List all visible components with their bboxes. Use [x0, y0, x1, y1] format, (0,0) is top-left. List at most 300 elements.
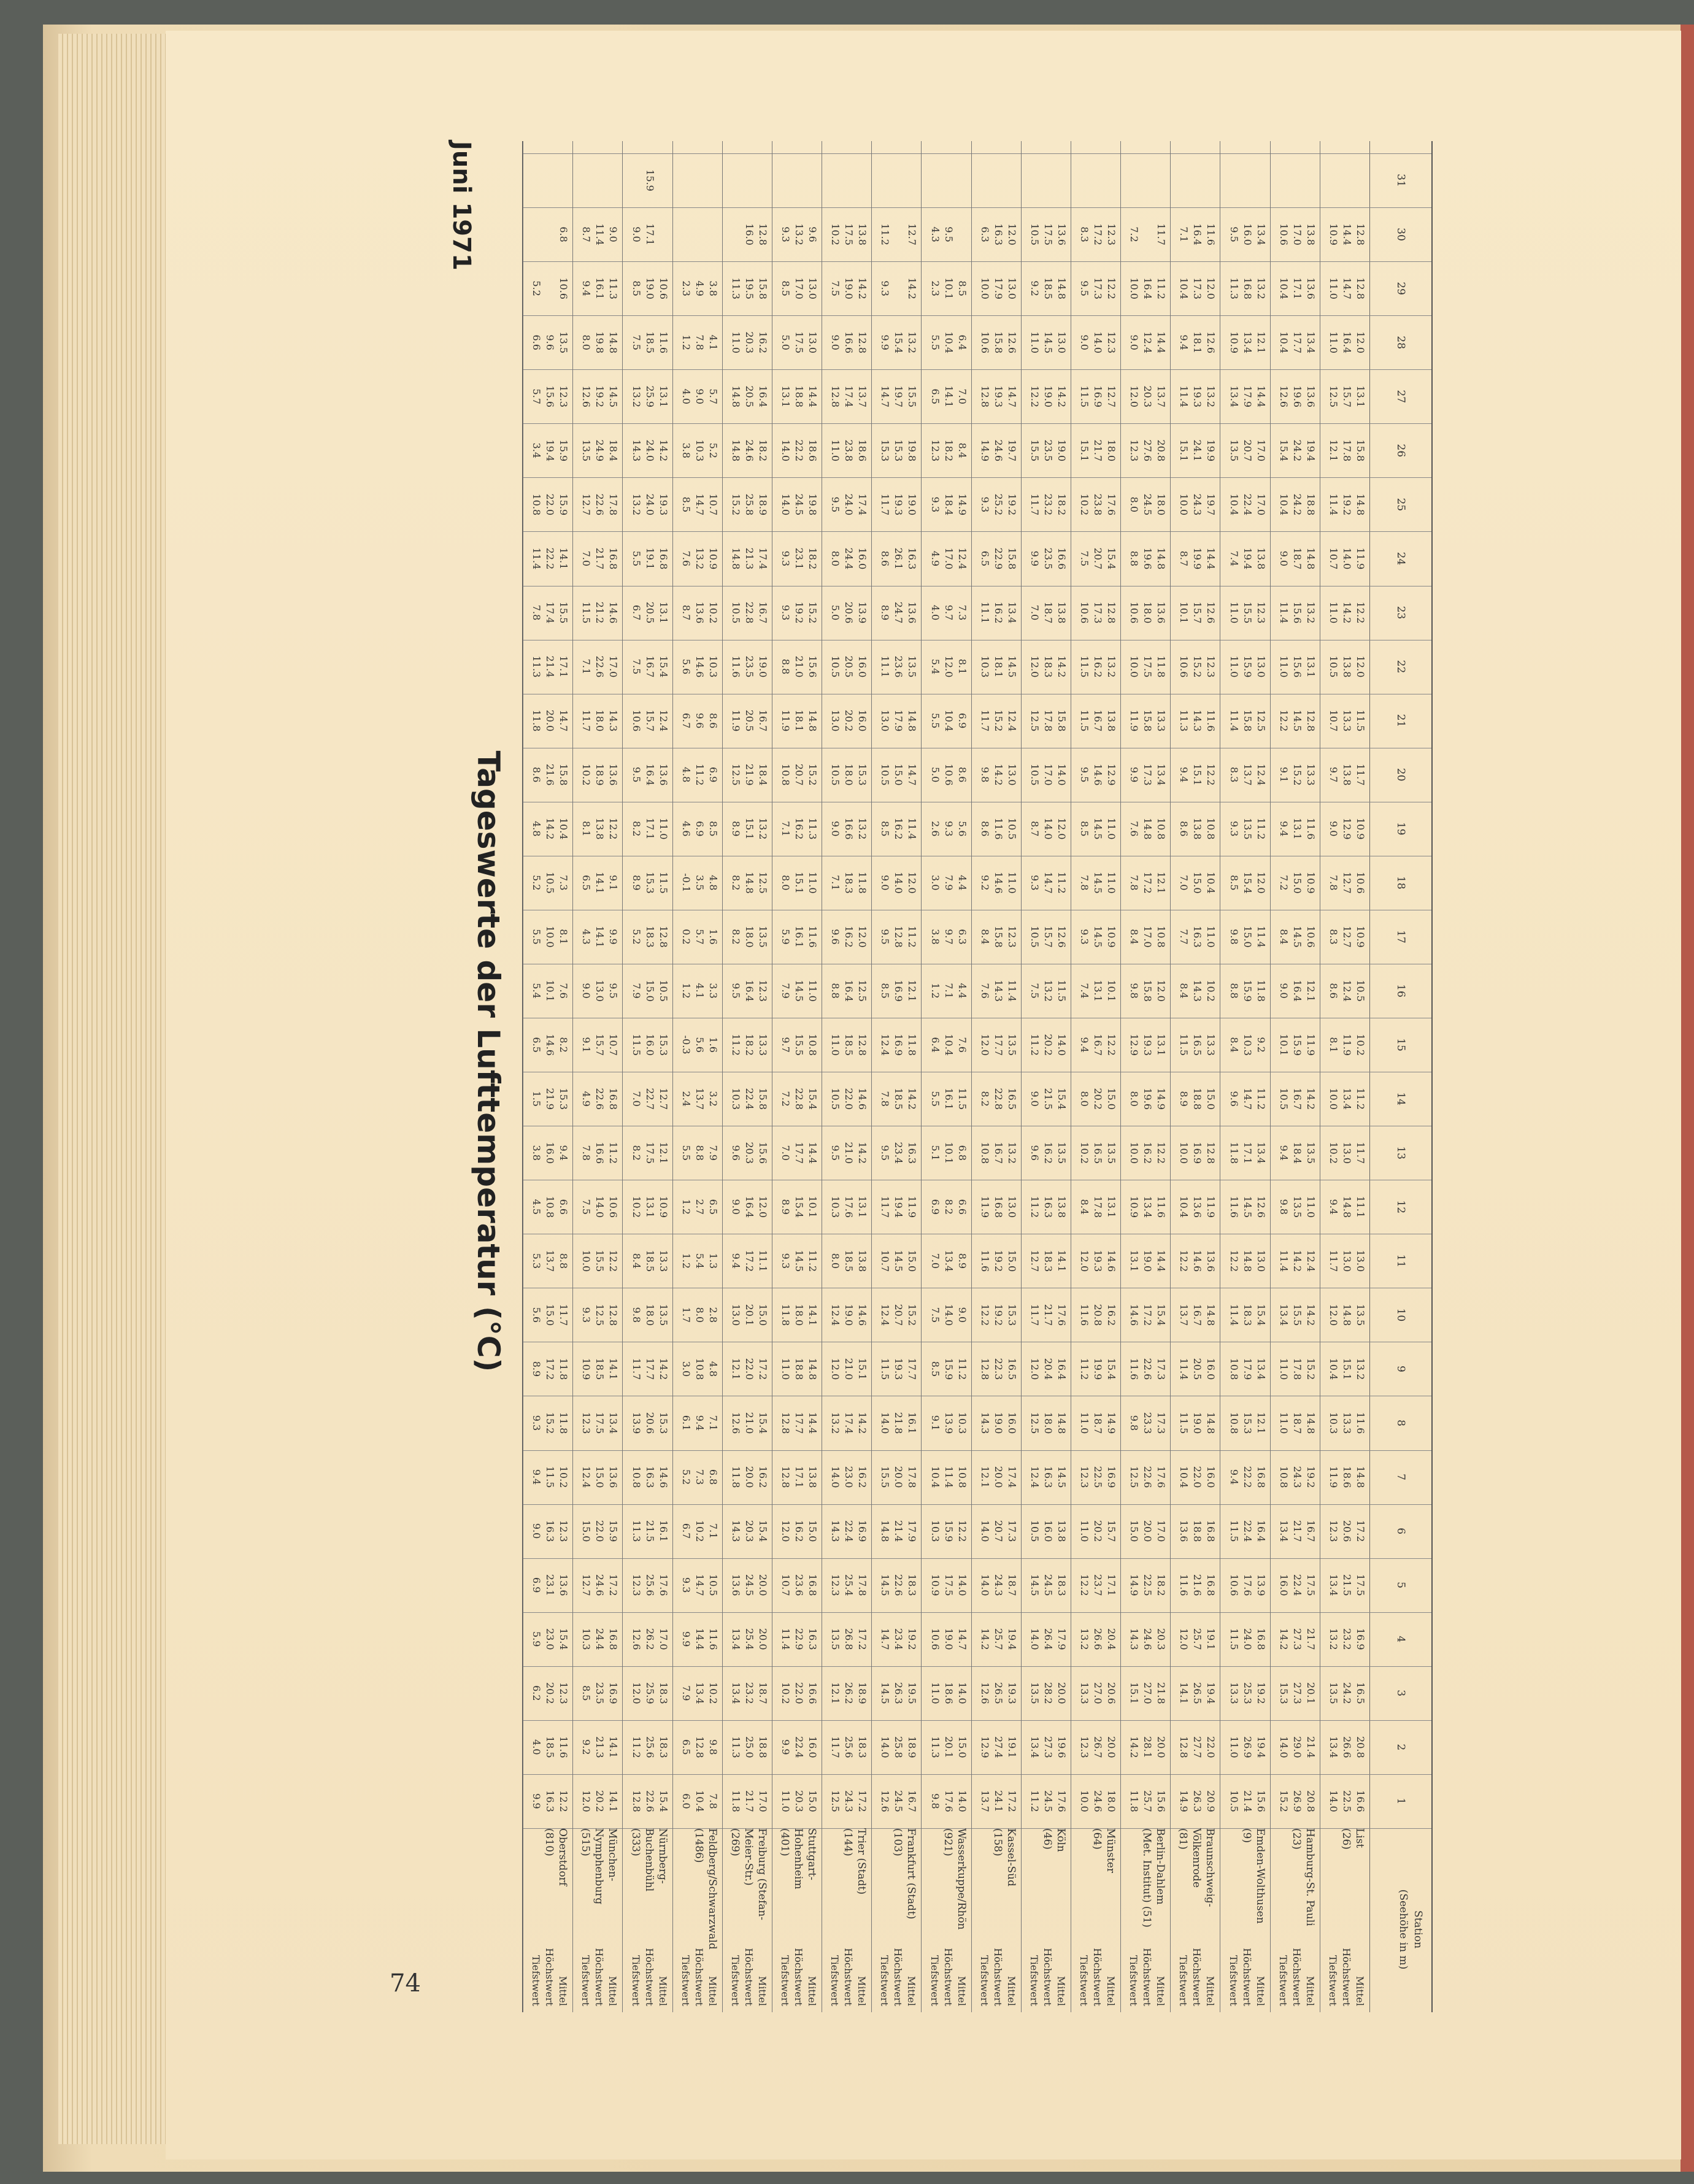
table-cell: 19.5	[743, 277, 755, 299]
day-header: 11	[1395, 1254, 1407, 1268]
table-cell: 15.9	[1241, 655, 1253, 678]
table-cell: 14.8	[1205, 1412, 1217, 1434]
table-cell: 13.1	[657, 601, 669, 624]
table-cell: 19.1	[644, 547, 656, 570]
table-cell: 11.3	[630, 1520, 642, 1542]
table-cell: 14.8	[1205, 1304, 1217, 1326]
table-cell: 11.2	[1255, 1088, 1267, 1110]
table-cell: 3.8	[707, 280, 719, 296]
table-cell: 2.3	[929, 280, 941, 296]
table-cell: 15.0	[1128, 1520, 1141, 1542]
table-cell: 7.5	[630, 658, 642, 675]
table-cell: 6.8	[558, 226, 570, 242]
table-cell: 17.8	[1092, 1196, 1104, 1218]
table-cell: 21.4	[893, 1520, 905, 1542]
table-cell: 17.6	[942, 1790, 955, 1812]
table-cell: 12.9	[1341, 817, 1353, 840]
table-cell: 10.1	[544, 980, 556, 1002]
station-elevation: (1486)	[692, 1828, 705, 1863]
table-cell: 12.1	[830, 1682, 842, 1704]
table-cell: 15.9	[942, 1520, 955, 1542]
table-cell: 13.9	[857, 601, 869, 624]
table-cell: 15.9	[942, 1358, 955, 1380]
table-cell: 11.6	[657, 331, 669, 354]
table-cell: 14.7	[693, 493, 706, 516]
row-label: Tiefstwert	[1177, 1955, 1190, 2006]
table-cell: 17.7	[793, 1412, 806, 1434]
table-cell: 8.7	[580, 226, 593, 242]
table-cell: 10.6	[979, 331, 991, 354]
table-cell: 13.0	[1355, 1250, 1366, 1272]
table-cell: 16.7	[1304, 1520, 1317, 1542]
row-label: Höchstwert	[991, 1948, 1004, 2006]
table-cell: 18.0	[594, 709, 606, 732]
table-cell: 14.6	[657, 1466, 669, 1488]
table-cell: 8.8	[693, 1145, 706, 1161]
table-cell: 6.6	[558, 1199, 570, 1215]
table-cell: 9.8	[979, 767, 991, 783]
table-cell: 7.8	[693, 334, 706, 350]
table-cell: 19.1	[1006, 1736, 1018, 1758]
table-cell: 6.6	[531, 334, 543, 350]
row-label: Höchstwert	[544, 1948, 556, 2006]
table-cell: 6.4	[956, 334, 968, 350]
table-cell: 10.6	[558, 277, 570, 299]
table-cell: 14.5	[793, 1250, 806, 1272]
table-cell: 22.3	[992, 1358, 1004, 1380]
table-cell: 11.0	[807, 980, 819, 1002]
table-cell: 3.8	[531, 1145, 543, 1161]
table-cell: 29.0	[1291, 1736, 1303, 1758]
table-cell: 20.0	[893, 1466, 905, 1488]
row-label: Höchstwert	[793, 1948, 805, 2006]
table-row	[556, 141, 569, 2012]
table-cell: 25.6	[843, 1736, 855, 1758]
table-cell: 13.2	[906, 331, 918, 354]
table-cell: 7.5	[830, 280, 842, 296]
day-header: 30	[1395, 228, 1407, 241]
table-cell: 14.7	[956, 1628, 968, 1650]
table-cell: 2.7	[693, 1199, 706, 1215]
table-cell: 19.6	[1142, 547, 1154, 570]
table-cell: 12.2	[1079, 1574, 1091, 1596]
table-cell: 7.5	[630, 334, 642, 350]
table-cell: 12.8	[979, 1358, 991, 1380]
day-header: 18	[1395, 876, 1407, 890]
table-cell: 13.4	[1277, 1304, 1290, 1326]
table-cell: 8.7	[1178, 550, 1190, 567]
table-cell: 12.7	[1028, 1250, 1041, 1272]
table-cell: 19.8	[594, 331, 606, 354]
table-cell: 8.9	[531, 1361, 543, 1377]
table-cell: 16.0	[857, 547, 869, 570]
table-cell: 15.4	[793, 1196, 806, 1218]
table-cell: 25.2	[992, 493, 1004, 516]
table-cell: 7.1	[830, 875, 842, 891]
table-cell: 2.4	[680, 1091, 692, 1107]
table-cell: 16.7	[992, 1142, 1004, 1164]
table-cell: 15.5	[594, 1250, 606, 1272]
row-label: Höchstwert	[742, 1948, 755, 2006]
table-cell: 16.6	[1055, 547, 1068, 570]
table-cell: 15.0	[1192, 872, 1204, 894]
table-cell: 22.9	[992, 547, 1004, 570]
table-cell: 12.1	[1155, 872, 1168, 894]
table-cell: 12.4	[879, 1034, 891, 1056]
table-cell: 9.4	[1079, 1037, 1091, 1053]
table-cell: 12.6	[879, 1790, 891, 1812]
table-cell: 9.0	[730, 1199, 742, 1215]
table-cell: 13.6	[657, 763, 669, 786]
table-row	[656, 141, 669, 2012]
table-cell: 11.8	[1155, 655, 1168, 678]
table-cell: 12.8	[757, 223, 769, 245]
table-cell: 20.6	[843, 601, 855, 624]
table-cell: 16.6	[1355, 1790, 1366, 1812]
table-cell: 5.2	[707, 442, 719, 459]
table-cell: 21.5	[644, 1520, 656, 1542]
table-cell: 23.4	[893, 1142, 905, 1164]
table-cell: 15.1	[1079, 439, 1091, 462]
table-cell: 15.2	[1192, 655, 1204, 678]
table-cell: 9.0	[630, 226, 642, 242]
station-elevation: (921)	[941, 1828, 954, 1856]
table-cell: 8.0	[1128, 496, 1141, 513]
table-cell: 9.6	[1028, 1145, 1041, 1161]
table-cell: 14.0	[1055, 763, 1068, 786]
table-cell: 24.5	[893, 1790, 905, 1812]
table-cell: 4.4	[956, 875, 968, 891]
table-cell: 13.0	[879, 709, 891, 732]
table-cell: 14.8	[1155, 547, 1168, 570]
table-cell: 22.6	[1142, 1358, 1154, 1380]
table-cell: 13.8	[1304, 223, 1317, 245]
table-cell: 11.5	[630, 1034, 642, 1056]
station-group	[1270, 141, 1320, 2012]
table-cell: 12.8	[657, 926, 669, 948]
table-cell: 12.6	[1205, 331, 1217, 354]
table-cell: 11.2	[1355, 1088, 1366, 1110]
table-cell: 5.4	[531, 983, 543, 999]
table-row	[1004, 141, 1018, 2012]
table-cell: 12.3	[558, 1682, 570, 1704]
table-cell: 15.1	[857, 1358, 869, 1380]
table-cell: 13.3	[657, 1250, 669, 1272]
table-cell: 14.9	[1178, 1790, 1190, 1812]
table-cell: 9.4	[1178, 767, 1190, 783]
table-cell: 12.0	[979, 1034, 991, 1056]
table-cell: 7.5	[1028, 983, 1041, 999]
table-cell: 4.8	[680, 767, 692, 783]
table-cell: 20.2	[594, 1790, 606, 1812]
table-cell: 9.3	[1028, 875, 1041, 891]
table-cell: 12.0	[630, 1682, 642, 1704]
table-cell: 13.0	[807, 277, 819, 299]
table-cell: 22.8	[743, 601, 755, 624]
day-header: 28	[1395, 336, 1407, 350]
table-cell: 17.6	[1241, 1574, 1253, 1596]
table-cell: 14.0	[830, 1466, 842, 1488]
table-cell: 11.7	[630, 1358, 642, 1380]
table-cell: 23.6	[893, 655, 905, 678]
table-cell: 7.8	[1079, 875, 1091, 891]
table-cell: 10.8	[956, 1466, 968, 1488]
table-cell: 10.6	[630, 709, 642, 732]
table-cell: 15.5	[793, 1034, 806, 1056]
table-cell: 15.2	[807, 601, 819, 624]
table-cell: 7.9	[780, 983, 792, 999]
table-cell: 11.6	[1178, 1574, 1190, 1596]
table-cell: 14.3	[607, 709, 620, 732]
table-cell: 26.8	[843, 1628, 855, 1650]
table-cell: 9.5	[607, 983, 620, 999]
table-cell: 8.4	[979, 929, 991, 945]
table-cell: 10.2	[1328, 1142, 1339, 1164]
table-cell: 23.5	[594, 1682, 606, 1704]
table-cell: 9.4	[1178, 334, 1190, 350]
table-cell: 11.5	[657, 872, 669, 894]
table-cell: 10.2	[1079, 1142, 1091, 1164]
table-cell: 16.3	[544, 1520, 556, 1542]
row-label: Tiefstwert	[1128, 1955, 1140, 2006]
table-cell: 13.7	[693, 1088, 706, 1110]
table-cell: 15.4	[1255, 1304, 1267, 1326]
table-cell: 14.5	[893, 1250, 905, 1272]
table-cell: 10.7	[707, 493, 719, 516]
table-cell: 8.4	[1277, 929, 1290, 945]
table-row	[1240, 141, 1253, 2012]
table-cell: 16.4	[757, 385, 769, 408]
station-name-text: München-Nymphenburg	[593, 1828, 619, 1905]
table-cell: 9.4	[1277, 1145, 1290, 1161]
table-cell: 15.6	[1155, 1790, 1168, 1812]
table-cell: 9.5	[879, 929, 891, 945]
table-cell: 11.3	[807, 817, 819, 840]
table-cell: 10.8	[1228, 1412, 1240, 1434]
table-cell: 15.9	[558, 493, 570, 516]
table-cell: 11.0	[1006, 872, 1018, 894]
row-label: Höchstwert	[1341, 1948, 1352, 2006]
table-cell: 14.8	[1304, 1412, 1317, 1434]
table-cell: 10.0	[1128, 1142, 1141, 1164]
table-cell: 14.5	[1291, 926, 1303, 948]
row-label: Tiefstwert	[879, 1955, 891, 2006]
station-group	[672, 141, 723, 2012]
table-cell: 23.8	[843, 439, 855, 462]
table-cell: 14.7	[693, 1574, 706, 1596]
table-cell: 12.6	[730, 1412, 742, 1434]
table-cell: 17.8	[1042, 709, 1054, 732]
table-cell: 8.4	[1178, 983, 1190, 999]
table-cell: 13.7	[1155, 385, 1168, 408]
table-cell: 11.3	[1228, 277, 1240, 299]
table-cell: 17.9	[1055, 1628, 1068, 1650]
station-name-text: Braunschweig-Völkenrode	[1190, 1828, 1217, 1907]
station-elevation: (158)	[991, 1828, 1004, 1856]
table-cell: 10.1	[1277, 1034, 1290, 1056]
red-cover-edge	[1681, 25, 1694, 2172]
table-cell: 11.9	[1304, 1034, 1317, 1056]
table-cell: 22.4	[1291, 1574, 1303, 1596]
row-label: Höchstwert	[1041, 1948, 1053, 2006]
table-cell: 8.9	[780, 1199, 792, 1215]
table-cell: 11.7	[558, 1304, 570, 1326]
table-cell: 12.2	[607, 817, 620, 840]
table-cell: 14.5	[1092, 872, 1104, 894]
table-cell: 26.4	[1042, 1628, 1054, 1650]
table-cell: 10.8	[531, 493, 543, 516]
table-cell: 17.0	[1255, 493, 1267, 516]
table-cell: 11.3	[1178, 709, 1190, 732]
table-cell: 12.8	[857, 331, 869, 354]
table-cell: 15.2	[1304, 1358, 1317, 1380]
table-cell: 13.0	[594, 980, 606, 1002]
table-cell: 16.9	[1106, 1466, 1118, 1488]
table-cell: 15.0	[956, 1736, 968, 1758]
table-cell: 15.0	[1291, 872, 1303, 894]
table-cell: 25.8	[893, 1736, 905, 1758]
table-cell: 12.3	[1255, 601, 1267, 624]
table-cell: 18.0	[644, 1304, 656, 1326]
table-cell: 10.4	[1277, 493, 1290, 516]
table-cell: 10.1	[807, 1196, 819, 1218]
table-cell: 2.6	[929, 821, 941, 837]
table-cell: 13.2	[1079, 1628, 1091, 1650]
table-cell: 7.9	[942, 875, 955, 891]
table-cell: 20.7	[893, 1304, 905, 1326]
table-cell: 12.1	[1255, 331, 1267, 354]
row-label: Mittel	[1155, 1976, 1167, 2006]
table-cell: 7.9	[680, 1685, 692, 1701]
table-cell: 9.5	[1079, 280, 1091, 296]
table-cell: 9.8	[1228, 929, 1240, 945]
table-cell: 12.0	[757, 1196, 769, 1218]
table-cell: 18.9	[906, 1736, 918, 1758]
table-cell: 11.4	[906, 817, 918, 840]
table-cell: 13.9	[942, 1412, 955, 1434]
table-cell: 18.7	[1006, 1574, 1018, 1596]
table-cell: 17.5	[942, 1574, 955, 1596]
table-cell: 12.1	[979, 1466, 991, 1488]
table-cell: 17.4	[544, 601, 556, 624]
table-cell: 17.0	[942, 547, 955, 570]
table-cell: 7.0	[780, 1145, 792, 1161]
table-cell: 12.3	[558, 1520, 570, 1542]
table-cell: 11.8	[906, 1034, 918, 1056]
table-cell: 14.2	[657, 1358, 669, 1380]
table-row	[1326, 141, 1339, 2012]
table-cell: 7.6	[956, 1037, 968, 1053]
table-cell: 12.9	[1128, 1034, 1141, 1056]
table-cell: 7.6	[558, 983, 570, 999]
table-cell: 5.7	[531, 388, 543, 404]
table-cell: 12.8	[830, 385, 842, 408]
table-cell: 7.1	[942, 983, 955, 999]
table-cell: 12.1	[657, 1142, 669, 1164]
table-cell: 22.0	[544, 493, 556, 516]
table-cell: 14.2	[1291, 1250, 1303, 1272]
table-cell: 1.2	[680, 1199, 692, 1215]
table-cell: 1.3	[707, 1253, 719, 1269]
table-cell: 14.0	[879, 1736, 891, 1758]
table-cell: 22.4	[1241, 493, 1253, 516]
table-cell: 22.0	[1192, 1466, 1204, 1488]
table-cell: 11.6	[979, 1250, 991, 1272]
table-cell: 12.5	[1255, 709, 1267, 732]
table-cell: 21.8	[1155, 1682, 1168, 1704]
table-cell: 12.7	[1341, 926, 1353, 948]
table-cell: 16.2	[793, 817, 806, 840]
table-cell: 14.6	[693, 655, 706, 678]
table-cell: 10.6	[1355, 872, 1366, 894]
table-cell: 20.6	[1341, 1520, 1353, 1542]
table-cell: 2.3	[680, 280, 692, 296]
table-cell: 11.3	[929, 1736, 941, 1758]
table-cell: 15.3	[1277, 1682, 1290, 1704]
table-cell: 14.1	[607, 1358, 620, 1380]
table-cell: 7.6	[1128, 821, 1141, 837]
table-cell: 13.3	[1205, 1034, 1217, 1056]
table-cell: 15.5	[1291, 1304, 1303, 1326]
table-row	[1054, 141, 1068, 2012]
table-cell: 8.8	[558, 1253, 570, 1269]
table-cell: 28.1	[1142, 1736, 1154, 1758]
table-cell: 16.5	[1092, 1142, 1104, 1164]
table-cell: 11.2	[1155, 277, 1168, 299]
table-cell: 5.5	[531, 929, 543, 945]
table-cell: 11.7	[1355, 1142, 1366, 1164]
table-cell: 12.7	[657, 1088, 669, 1110]
table-row	[1276, 141, 1290, 2012]
table-cell: 14.4	[1255, 385, 1267, 408]
table-cell: 9.8	[1128, 1415, 1141, 1431]
station-name-text: Kassel-Süd	[1004, 1828, 1017, 1887]
table-cell: 5.5	[630, 550, 642, 567]
table-cell: 8.9	[1178, 1091, 1190, 1107]
table-cell: 11.2	[1028, 1196, 1041, 1218]
table-cell: 14.7	[879, 1628, 891, 1650]
table-cell: 26.6	[1341, 1736, 1353, 1758]
table-cell: 16.2	[1142, 1142, 1154, 1164]
table-cell: 12.5	[757, 872, 769, 894]
table-cell: 14.4	[1155, 1250, 1168, 1272]
row-label: Tiefstwert	[978, 1955, 990, 2006]
table-cell: 10.5	[1028, 926, 1041, 948]
table-cell: 13.4	[1155, 763, 1168, 786]
table-cell: 10.3	[956, 1412, 968, 1434]
table-cell: 9.3	[942, 821, 955, 837]
table-cell: 16.4	[843, 980, 855, 1002]
table-row	[1027, 141, 1041, 2012]
table-cell: 7.8	[1328, 875, 1339, 891]
table-cell: 15.2	[906, 1304, 918, 1326]
table-cell: 24.3	[843, 1790, 855, 1812]
table-cell: 12.0	[1328, 1304, 1339, 1326]
row-label: Mittel	[1005, 1976, 1017, 2006]
day-header: 29	[1395, 282, 1407, 295]
table-cell: 10.8	[780, 763, 792, 786]
table-cell: 16.4	[1255, 1520, 1267, 1542]
table-cell: 16.5	[1006, 1088, 1018, 1110]
table-cell: 11.9	[1128, 709, 1141, 732]
table-cell: 15.0	[1006, 1250, 1018, 1272]
table-cell: 23.2	[1341, 1628, 1353, 1650]
table-cell: 19.0	[757, 655, 769, 678]
table-cell: 4.0	[680, 388, 692, 404]
table-cell: 3.5	[693, 875, 706, 891]
table-cell: 12.0	[857, 926, 869, 948]
table-cell: 14.4	[1205, 547, 1217, 570]
